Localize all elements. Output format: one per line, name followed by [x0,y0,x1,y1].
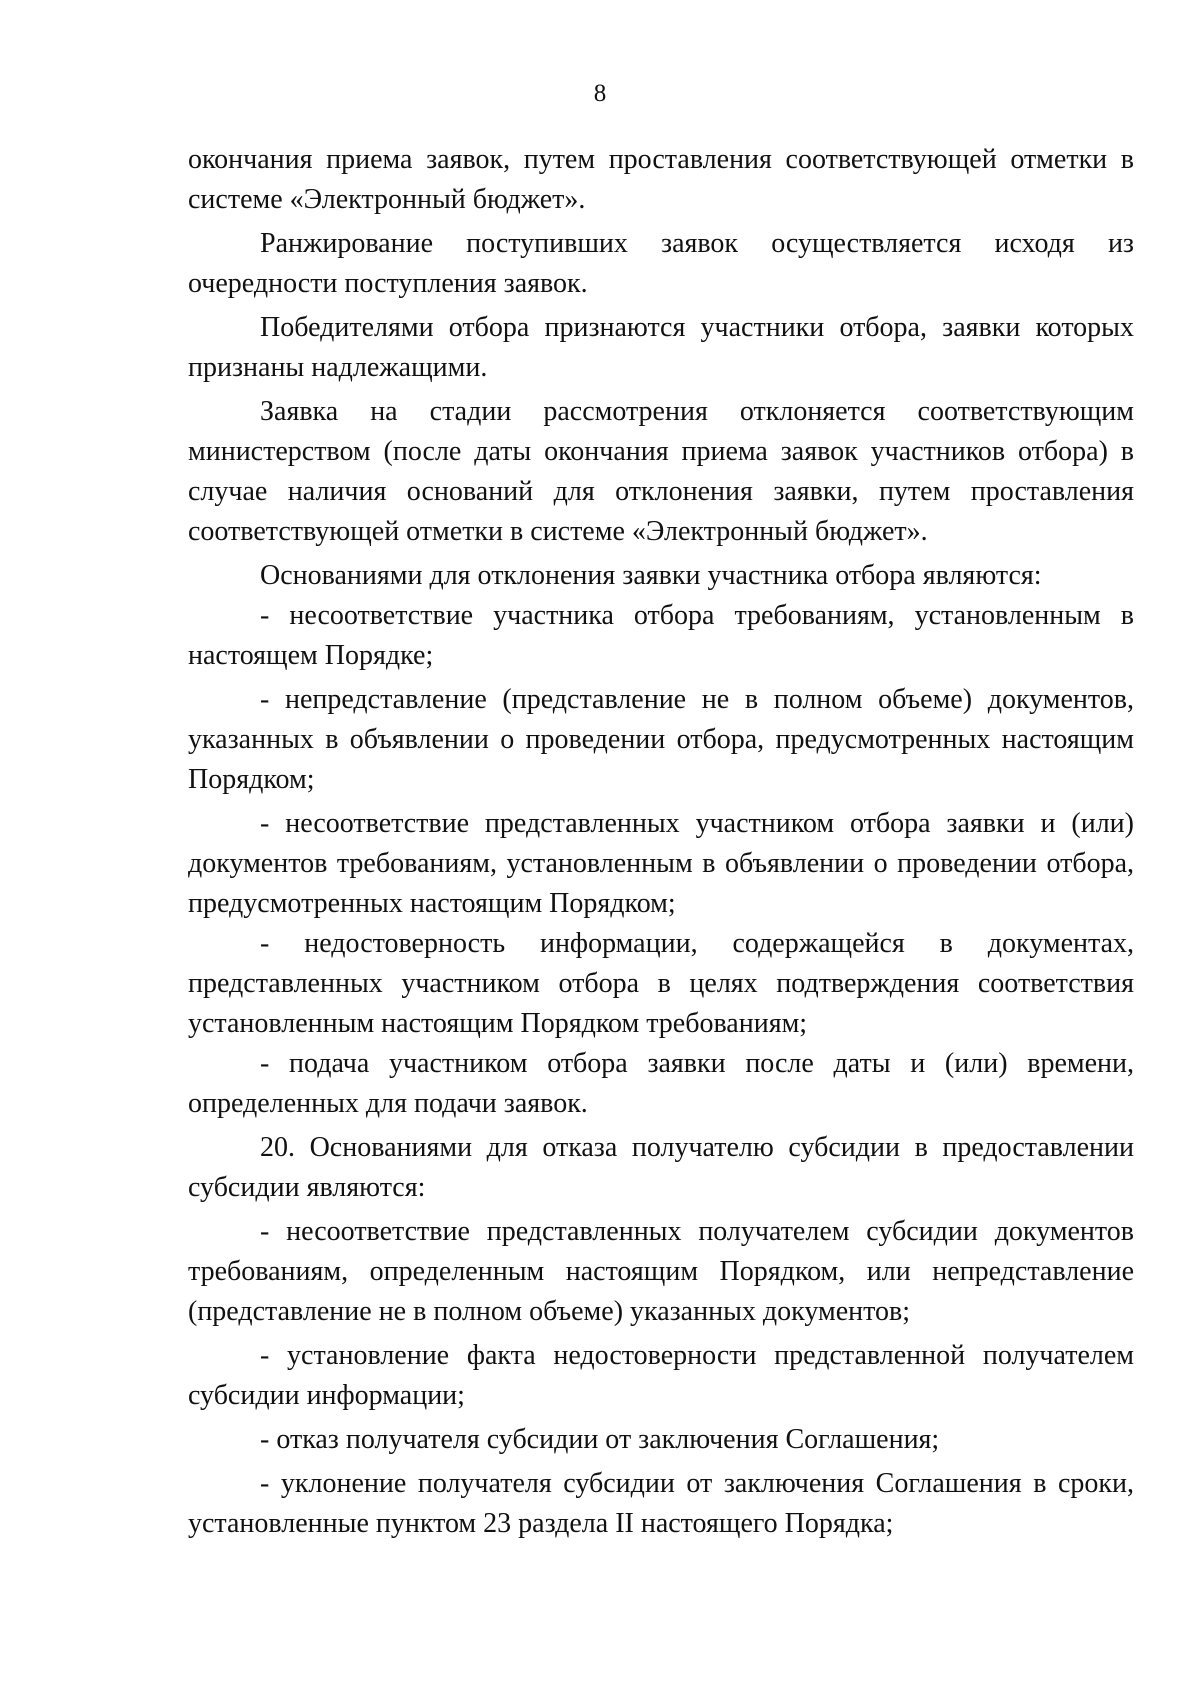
section-paragraph: 20. Основаниями для отказа получателю субсидии в предоставлении субсидии являются: [188,1132,1134,1203]
paragraph: Заявка на стадии рассмотрения отклоняется соответствующим министерством (после даты окончания приема заявок участников отбора) в случае наличия оснований для отклонения заявки, путем проставления соответствующей отметки в системе «Электронный бюджет». [188,396,1134,547]
list-item: - несоответствие представленных участником отбора заявки и (или) документов требованиям, установленным в объявлении о проведении отбора, предусмотренных настоящим Порядком; [188,808,1134,919]
paragraph: Ранжирование поступивших заявок осуществляется исходя из очередности поступления заявок. [188,228,1134,299]
page-number: 8 [593,80,607,107]
list-item: - несоответствие представленных получателем субсидии документов требованиям, определенным настоящим Порядком, или непредставление (представление не в полном объеме) указанных документов; [188,1216,1134,1327]
list-item: - установление факта недостоверности представленной получателем субсидии информации; [188,1340,1134,1411]
list-item: - недостоверность информации, содержащейся в документах, представленных участником отбора в целях подтверждения соответствия установленным настоящим Порядком требованиям; [188,928,1134,1039]
list-item: - несоответствие участника отбора требованиям, установленным в настоящем Порядке; [188,600,1134,671]
paragraph: Победителями отбора признаются участники отбора, заявки которых признаны надлежащими. [188,312,1134,383]
paragraph: окончания приема заявок, путем проставления соответствующей отметки в системе «Электронный бюджет». [188,144,1134,215]
list-item: - подача участником отбора заявки после даты и (или) времени, определенных для подачи заявок. [188,1048,1134,1119]
list-item: - отказ получателя субсидии от заключения Соглашения; [260,1424,940,1455]
list-item: - непредставление (представление не в полном объеме) документов, указанных в объявлении о проведении отбора, предусмотренных настоящим Порядком; [188,684,1134,795]
document-body [188,140,1134,1544]
paragraph: Основаниями для отклонения заявки участника отбора являются: [260,560,1042,591]
list-item: - уклонение получателя субсидии от заключения Соглашения в сроки, установленные пунктом 23 раздела II настоящего Порядка; [188,1468,1134,1539]
